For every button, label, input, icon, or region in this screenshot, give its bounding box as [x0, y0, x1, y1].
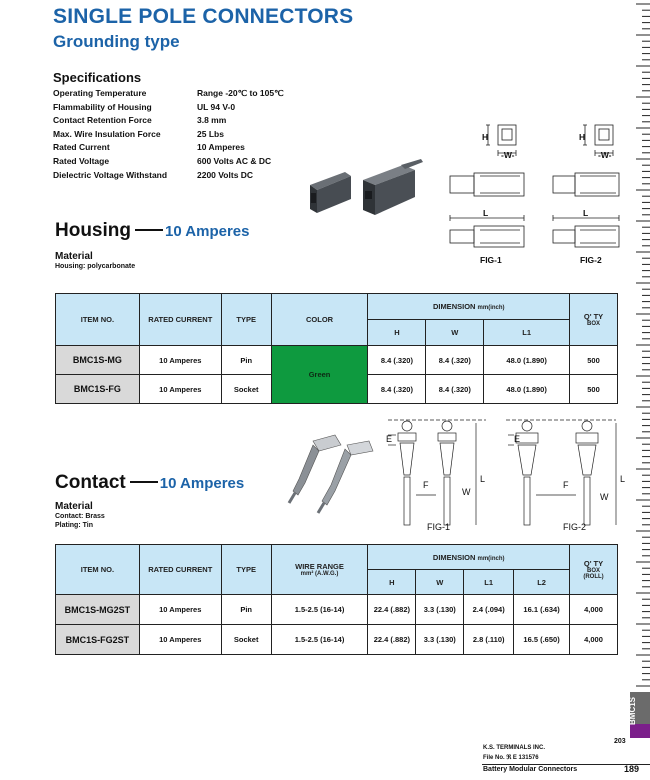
footer-page-number: 189 — [624, 764, 640, 774]
qty-label: Q' TY — [583, 312, 604, 321]
spec-value: 25 Lbs — [197, 128, 224, 139]
footer-company: K.S. TERMINALS INC. — [483, 745, 546, 751]
spec-label: Contact Retention Force — [53, 115, 152, 126]
housing-dim-h: H — [482, 132, 489, 142]
housing-dim-l-2: L — [583, 208, 589, 218]
divider — [130, 481, 158, 483]
contact-th-type: TYPE — [221, 545, 271, 595]
spec-value: Range -20℃ to 105℃ — [197, 88, 284, 98]
item-no: BMC1S-MG — [56, 346, 140, 375]
contact-heading — [55, 472, 244, 494]
housing-material-text: Housing: polycarbonate — [55, 263, 136, 270]
type: Socket — [221, 375, 271, 404]
rated-current: 10 Amperes — [139, 595, 221, 625]
housing-th-current: RATED CURRENT — [139, 294, 221, 346]
spec-value: UL 94 V-0 — [197, 101, 236, 112]
spec-label: Dielectric Voltage Withstand — [53, 169, 168, 180]
housing-th-dimension — [368, 294, 570, 320]
footer-file-no: File No. ℜ E 131576 — [483, 755, 539, 761]
spec-row — [53, 156, 313, 170]
contact-dim-f: F — [423, 480, 429, 490]
contact-amperes: 10 Amperes — [159, 475, 245, 492]
housing-th-w: W — [426, 320, 484, 346]
contact-th-qty — [570, 545, 618, 595]
housing-material-title: Material — [55, 251, 93, 262]
qty: 4,000 — [570, 595, 618, 625]
housing-fig1-label: FIG-1 — [480, 255, 502, 265]
item-no: BMC1S-FG — [56, 375, 140, 404]
table-row — [56, 346, 618, 375]
dim-h: 8.4 (.320) — [368, 346, 426, 375]
dim-l1: 48.0 (1.890) — [484, 346, 570, 375]
rated-current: 10 Amperes — [139, 346, 221, 375]
housing-heading — [55, 220, 250, 242]
housing-dim-w-2: -W- — [598, 150, 612, 160]
housing-th-type: TYPE — [221, 294, 271, 346]
spec-row — [53, 142, 313, 156]
housing-drawing — [440, 118, 630, 268]
wire-range: 1.5-2.5 (16-14) — [271, 625, 368, 655]
spec-row — [53, 88, 313, 102]
spec-value: 600 Volts AC & DC — [197, 156, 272, 166]
type: Pin — [221, 346, 271, 375]
side-page-number: 203 — [614, 738, 626, 745]
housing-th-l1: L1 — [484, 320, 570, 346]
contact-dim-l: L — [480, 474, 486, 484]
qty-sub2: (ROLL) — [583, 574, 604, 580]
qty-sub: BOX — [587, 568, 601, 574]
table-row — [56, 625, 618, 655]
spec-value: 2200 Volts DC — [197, 169, 254, 180]
dim-w: 3.3 (.130) — [416, 625, 464, 655]
contact-dim-e: E — [386, 434, 393, 444]
item-no: BMC1S-FG2ST — [56, 625, 140, 655]
contact-dim-l-2: L — [620, 474, 626, 484]
contact-fig1-label: FIG-1 — [427, 522, 451, 532]
housing-fig2-label: FIG-2 — [580, 255, 602, 265]
contact-table — [55, 544, 618, 655]
housing-amperes: 10 Amperes — [165, 223, 250, 240]
dim-w: 8.4 (.320) — [426, 375, 484, 404]
section-tab-label: BMC1S — [628, 696, 637, 725]
qty-label: Q' TY — [583, 559, 604, 568]
contact-th-h: H — [368, 570, 416, 595]
housing-photo — [305, 155, 445, 223]
contact-dim-e-2: E — [514, 434, 521, 444]
contact-material-title: Material — [55, 501, 93, 512]
spec-row — [53, 129, 313, 143]
contact-th-wire — [271, 545, 368, 595]
color-swatch: Green — [271, 346, 368, 404]
qty: 500 — [570, 346, 618, 375]
housing-dim-w: -W- — [501, 150, 515, 160]
contact-dim-w: W — [462, 487, 471, 497]
page-title: SINGLE POLE CONNECTORS — [53, 5, 354, 28]
dim-w: 3.3 (.130) — [416, 595, 464, 625]
wire-sub: mm² (A.W.G.) — [300, 571, 339, 577]
type: Socket — [221, 625, 271, 655]
spec-label: Max. Wire Insulation Force — [53, 128, 161, 139]
dim-l2: 16.5 (.650) — [514, 625, 570, 655]
housing-table — [55, 293, 618, 404]
dimension-label: DIMENSION — [432, 302, 476, 311]
rated-current: 10 Amperes — [139, 375, 221, 404]
qty: 4,000 — [570, 625, 618, 655]
spec-label: Rated Current — [53, 142, 110, 153]
footer-catalog: Battery Modular Connectors — [483, 766, 578, 773]
housing-dim-l: L — [483, 208, 489, 218]
contact-th-w: W — [416, 570, 464, 595]
dim-h: 8.4 (.320) — [368, 375, 426, 404]
housing-th-color: COLOR — [271, 294, 368, 346]
contact-material-text1: Contact: Brass — [55, 513, 105, 520]
specifications-title: Specifications — [53, 70, 142, 85]
type: Pin — [221, 595, 271, 625]
dim-l1: 48.0 (1.890) — [484, 375, 570, 404]
spec-value: 10 Amperes — [197, 142, 245, 153]
housing-th-h: H — [368, 320, 426, 346]
contact-material-text2: Plating: Tin — [55, 522, 93, 529]
spec-row — [53, 170, 313, 184]
qty-sub: BOX — [587, 321, 601, 327]
contact-th-item: ITEM NO. — [56, 545, 140, 595]
dim-w: 8.4 (.320) — [426, 346, 484, 375]
dim-l2: 16.1 (.634) — [514, 595, 570, 625]
contact-th-l1: L1 — [464, 570, 514, 595]
page-subtitle: Grounding type — [53, 32, 180, 51]
item-no: BMC1S-MG2ST — [56, 595, 140, 625]
housing-title: Housing — [55, 220, 131, 241]
contact-th-current: RATED CURRENT — [139, 545, 221, 595]
contact-dim-w-2: W — [600, 492, 609, 502]
dim-l1: 2.4 (.094) — [464, 595, 514, 625]
contact-drawing — [376, 415, 626, 540]
qty: 500 — [570, 375, 618, 404]
dim-h: 22.4 (.882) — [368, 595, 416, 625]
table-row — [56, 595, 618, 625]
spec-value: 3.8 mm — [197, 115, 227, 126]
wire-range: 1.5-2.5 (16-14) — [271, 595, 368, 625]
dim-l1: 2.8 (.110) — [464, 625, 514, 655]
contact-th-l2: L2 — [514, 570, 570, 595]
contact-fig2-label: FIG-2 — [563, 522, 587, 532]
page-edge-ruler — [628, 0, 650, 740]
contact-th-dimension — [368, 545, 570, 570]
spec-row — [53, 115, 313, 129]
contact-title: Contact — [55, 472, 126, 493]
rated-current: 10 Amperes — [139, 625, 221, 655]
wire-label: WIRE RANGE — [295, 562, 344, 571]
spec-label: Rated Voltage — [53, 156, 110, 166]
dim-h: 22.4 (.882) — [368, 625, 416, 655]
housing-dim-h-2: H — [579, 132, 586, 142]
spec-label: Flammability of Housing — [53, 101, 152, 112]
contact-dim-f-2: F — [563, 480, 569, 490]
contact-photo — [285, 433, 375, 518]
housing-th-qty — [570, 294, 618, 346]
divider — [135, 229, 163, 231]
spec-label: Operating Temperature — [53, 88, 147, 98]
spec-row — [53, 102, 313, 116]
section-tab-accent — [630, 724, 650, 738]
dimension-unit: mm(inch) — [477, 555, 505, 562]
housing-th-item: ITEM NO. — [56, 294, 140, 346]
dimension-unit: mm(inch) — [477, 305, 505, 311]
dimension-label: DIMENSION — [432, 552, 476, 562]
